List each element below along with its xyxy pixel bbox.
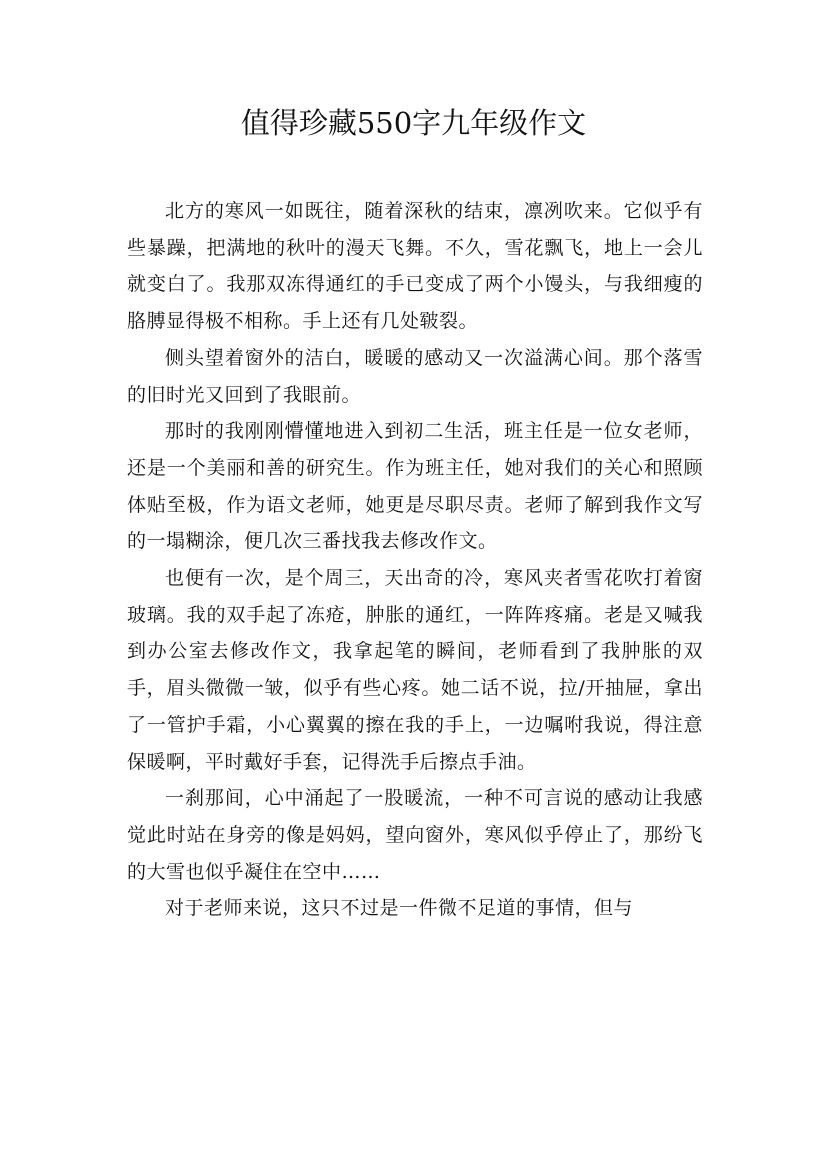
- paragraph: 一刹那间，心中涌起了一股暖流，一种不可言说的感动让我感觉此时站在身旁的像是妈妈，望向窗外，寒风似乎停止了，那纷飞的大雪也似乎凝住在空中……: [127, 787, 703, 883]
- document-body: [127, 193, 703, 927]
- paragraph: 那时的我刚刚懵懂地进入到初二生活，班主任是一位女老师，还是一个美丽和善的研究生。作为班主任，她对我们的关心和照顾体贴至极，作为语文老师，她更是尽职尽责。老师了解到我作文写的一塌糊涂，便几次三番找我去修改作文。: [127, 420, 703, 553]
- document-title: 值得珍藏550字九年级作文: [240, 106, 587, 140]
- paragraph: 对于老师来说，这只不过是一件微不足道的事情，但与: [165, 897, 634, 920]
- paragraph: 北方的寒风一如既往，随着深秋的结束，凛冽吹来。它似乎有些暴躁，把满地的秋叶的漫天飞舞。不久，雪花飘飞，地上一会儿就变白了。我那双冻得通红的手已变成了两个小馒头，与我细瘦的胳膊显得极不相称。手上还有几处皲裂。: [127, 200, 703, 333]
- paragraph: 也便有一次，是个周三，天出奇的冷，寒风夹者雪花吹打着窗玻璃。我的双手起了冻疮，肿胀的通红，一阵阵疼痛。老是又喊我到办公室去修改作文，我拿起笔的瞬间，老师看到了我肿胀的双手，眉头微微一皱，似乎有些心疼。她二话不说，拉/开抽屉，拿出了一管护手霜，小心翼翼的擦在我的手上，一边嘱咐我说，得注意保暖啊，平时戴好手套，记得洗手后擦点手油。: [127, 567, 703, 773]
- paragraph: 侧头望着窗外的洁白，暖暖的感动又一次溢满心间。那个落雪的旧时光又回到了我眼前。: [127, 346, 703, 406]
